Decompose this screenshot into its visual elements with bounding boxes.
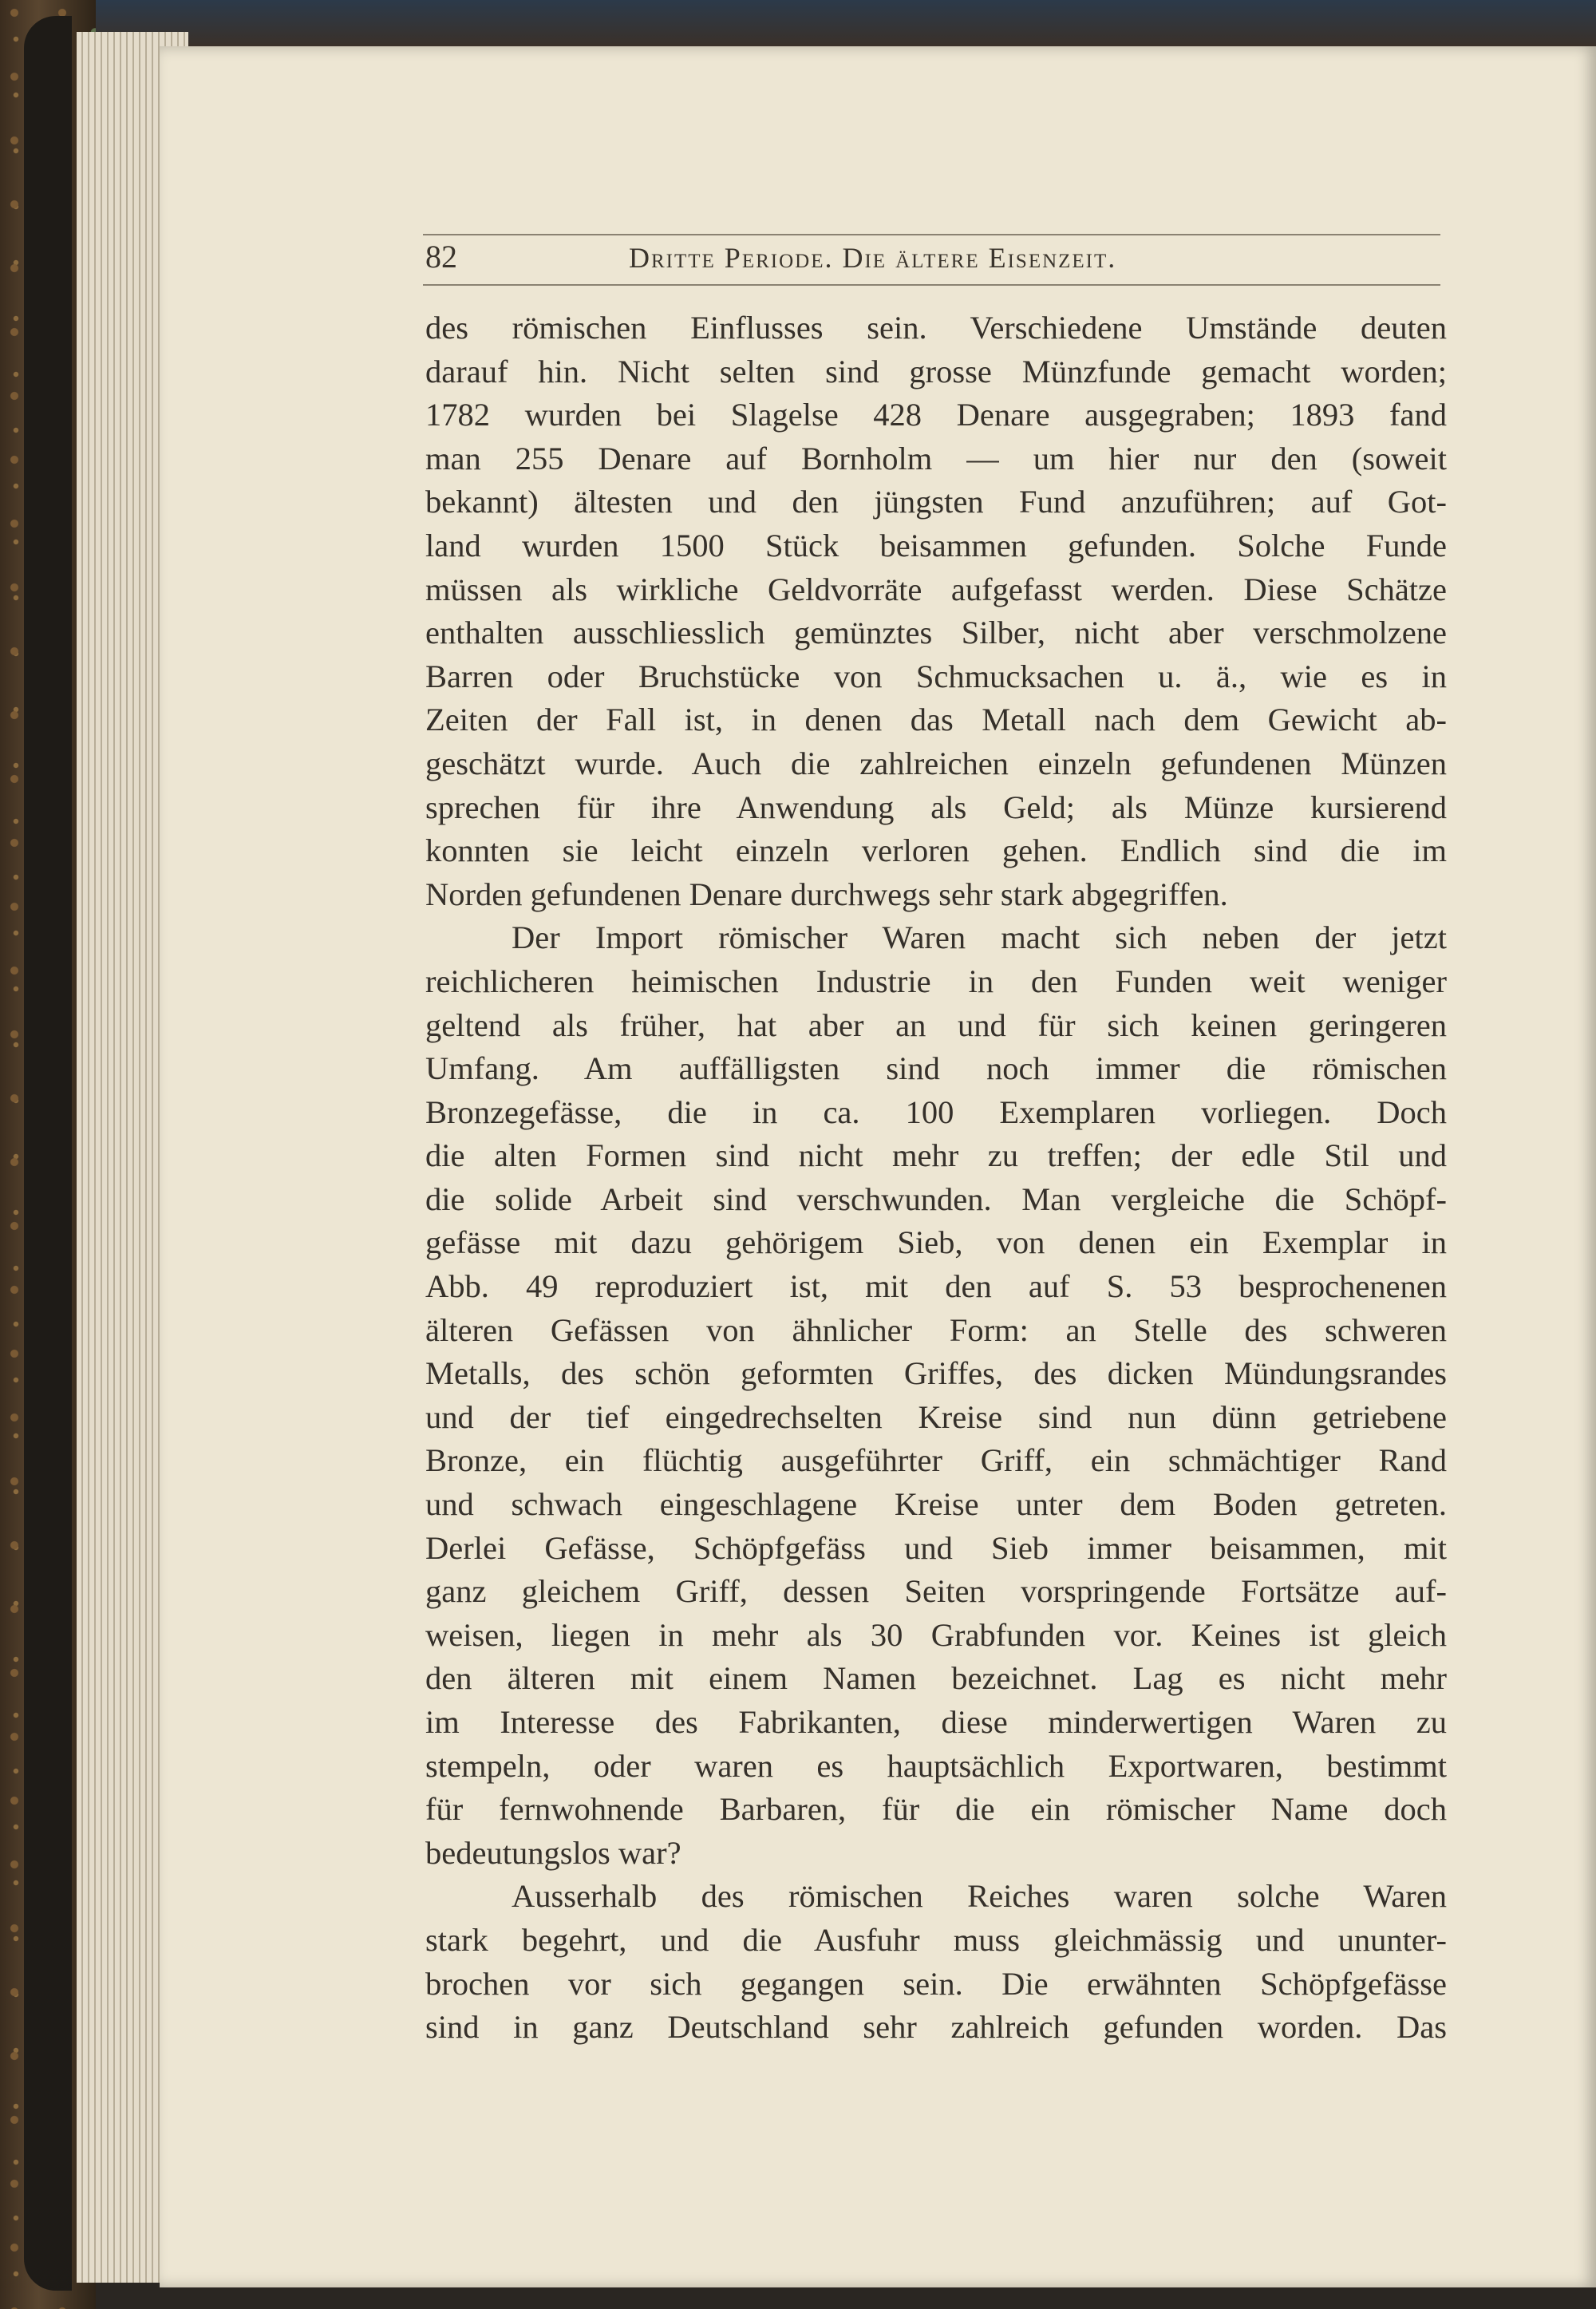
text-line: darauf hin. Nicht selten sind grosse Münzfunde gemacht worden;: [425, 353, 1447, 389]
book-top-edge: [96, 0, 1596, 48]
text-line: und schwach eingeschlagene Kreise unter dem Boden getreten.: [425, 1486, 1447, 1523]
text-line: Bronze, ein flüchtig ausgeführter Griff, ein schmächtiger Rand: [425, 1442, 1447, 1479]
text-line: älteren Gefässen von ähnlicher Form: an Stelle des schweren: [425, 1311, 1447, 1348]
text-line: stempeln, oder waren es hauptsächlich Exportwaren, bestimmt: [425, 1747, 1447, 1784]
text-line: Derlei Gefässe, Schöpfgefäss und Sieb immer beisammen, mit: [425, 1529, 1447, 1566]
header-rule-bottom: [423, 284, 1440, 286]
text-line: den älteren mit einem Namen bezeichnet. Lag es nicht mehr: [425, 1660, 1447, 1697]
text-line: brochen vor sich gegangen sein. Die erwähnten Schöpfgefässe: [425, 1965, 1447, 2002]
text-line: land wurden 1500 Stück beisammen gefunden. Solche Funde: [425, 527, 1447, 563]
text-line: müssen als wirkliche Geldvorräte aufgefasst werden. Diese Schätze: [425, 571, 1447, 607]
text-line: geschätzt wurde. Auch die zahlreichen einzeln gefundenen Münzen: [425, 745, 1447, 781]
text-line: enthalten ausschliesslich gemünztes Silber, nicht aber verschmolzene: [425, 615, 1447, 651]
text-line: man 255 Denare auf Bornholm — um hier nur den (soweit: [425, 440, 1447, 476]
text-line: des römischen Einflusses sein. Verschiedene Umstände deuten: [425, 310, 1447, 346]
text-line: geltend als früher, hat aber an und für sich keinen geringeren: [425, 1006, 1447, 1043]
text-line: Umfang. Am auffälligsten sind noch immer die römischen: [425, 1050, 1447, 1087]
text-line: bekannt) ältesten und den jüngsten Fund anzuführen; auf Got-: [425, 484, 1447, 520]
text-line: sind in ganz Deutschland sehr zahlreich gefunden worden. Das: [425, 2009, 1447, 2046]
book-spine-edge: [24, 16, 72, 2291]
paragraph: [425, 1875, 1447, 2049]
running-head: Dritte Periode. Die ältere Eisenzeit.: [629, 242, 1117, 274]
text-line: die alten Formen sind nicht mehr zu treffen; der edle Stil und: [425, 1137, 1447, 1174]
text-line: weisen, liegen in mehr als 30 Grabfunden vor. Keines ist gleich: [425, 1616, 1447, 1653]
page-number: 82: [425, 239, 457, 275]
text-line: bedeutungslos war?: [425, 1834, 681, 1871]
paragraph: [425, 306, 1447, 916]
text-line: Bronzegefässe, die in ca. 100 Exemplaren vorliegen. Doch: [425, 1093, 1447, 1130]
text-line: Metalls, des schön geformten Griffes, des dicken Mündungsrandes: [425, 1355, 1447, 1392]
text-line: sprechen für ihre Anwendung als Geld; als Münze kursierend: [425, 789, 1447, 825]
paragraph: [425, 916, 1447, 1875]
header-rule-top: [423, 234, 1440, 235]
text-line: gefässe mit dazu gehörigem Sieb, von denen ein Exemplar in: [425, 1224, 1447, 1261]
text-line: Barren oder Bruchstücke von Schmucksachen u. ä., wie es in: [425, 658, 1447, 694]
text-line: 1782 wurden bei Slagelse 428 Denare ausgegraben; 1893 fand: [425, 397, 1447, 433]
text-line: Zeiten der Fall ist, in denen das Metall nach dem Gewicht ab-: [425, 702, 1447, 738]
text-line: die solide Arbeit sind verschwunden. Man vergleiche die Schöpf-: [425, 1180, 1447, 1217]
text-line: konnten sie leicht einzeln verloren gehen. Endlich sind die im: [425, 832, 1447, 869]
text-line: Ausserhalb des römischen Reiches waren solche Waren: [512, 1878, 1447, 1915]
text-line: im Interesse des Fabrikanten, diese minderwertigen Waren zu: [425, 1704, 1447, 1740]
body-text: [425, 306, 1447, 2050]
text-line: für fernwohnende Barbaren, für die ein römischer Name doch: [425, 1791, 1447, 1828]
text-line: Norden gefundenen Denare durchwegs sehr stark abgegriffen.: [425, 876, 1228, 912]
text-line: ganz gleichem Griff, dessen Seiten vorspringende Fortsätze auf-: [425, 1573, 1447, 1610]
text-line: Der Import römischer Waren macht sich neben der jetzt: [512, 919, 1447, 956]
text-line: und der tief eingedrechselten Kreise sind nun dünn getriebene: [425, 1398, 1447, 1435]
text-line: reichlicheren heimischen Industrie in den Funden weit weniger: [425, 963, 1447, 999]
text-line: Abb. 49 reproduziert ist, mit den auf S. 53 besprochenenen: [425, 1268, 1447, 1305]
text-line: stark begehrt, und die Ausfuhr muss gleichmässig und ununter-: [425, 1921, 1447, 1958]
